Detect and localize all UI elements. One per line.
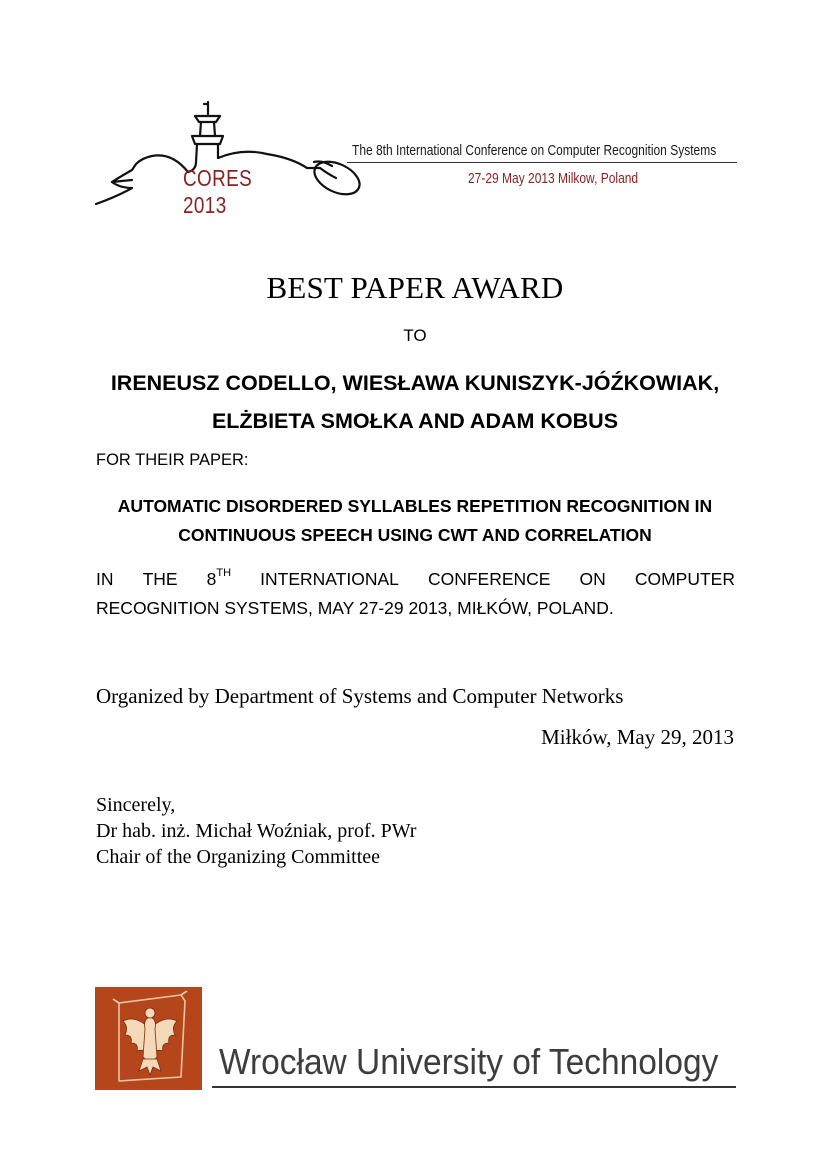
authors xyxy=(60,364,770,440)
eagle-icon xyxy=(95,987,202,1090)
closing: Sincerely, xyxy=(96,794,176,816)
word-international: INTERNATIONAL xyxy=(260,569,399,589)
word-computer: COMPUTER xyxy=(634,569,735,589)
paper-title xyxy=(60,492,770,550)
paper-title-line-2: CONTINUOUS SPEECH USING CWT AND CORRELATION xyxy=(178,525,652,545)
word-on: ON xyxy=(579,569,606,589)
conference-statement xyxy=(96,565,735,623)
cores-logo-text: CORES 2013 xyxy=(183,165,253,218)
conference-statement-line-1 xyxy=(96,565,735,594)
conference-dates: 27-29 May 2013 Milkow, Poland xyxy=(468,170,639,187)
signatory-name: Dr hab. inż. Michał Woźniak, prof. PWr xyxy=(96,820,417,842)
ordinal-number: 8 xyxy=(206,569,217,589)
footer-divider xyxy=(212,1086,736,1088)
word-the: THE xyxy=(142,569,178,589)
ordinal-suffix: TH xyxy=(216,567,232,579)
place-and-date: Miłków, May 29, 2013 xyxy=(541,725,734,749)
header-divider xyxy=(347,162,737,163)
word-conference: CONFERENCE xyxy=(427,569,551,589)
authors-line-2: ELŻBIETA SMOŁKA AND ADAM KOBUS xyxy=(211,409,619,433)
ordinal-8th xyxy=(207,565,231,594)
to-label: TO xyxy=(403,326,427,345)
authors-line-1: IRENEUSZ CODELLO, WIESŁAWA KUNISZYK-JÓŹKOWIAK, xyxy=(110,371,720,395)
university-emblem xyxy=(95,987,202,1090)
conference-title: The 8th International Conference on Computer Recognition Systems xyxy=(352,142,717,159)
organized-by: Organized by Department of Systems and Computer Networks xyxy=(96,684,624,708)
for-their-paper-label: FOR THEIR PAPER: xyxy=(96,451,249,469)
word-in: IN xyxy=(96,569,114,589)
university-name: Wrocław University of Technology xyxy=(219,1041,719,1082)
signature-block xyxy=(96,792,416,870)
conference-statement-line-2: RECOGNITION SYSTEMS, MAY 27-29 2013, MIŁKÓW, POLAND. xyxy=(96,598,614,618)
paper-title-line-1: AUTOMATIC DISORDERED SYLLABLES REPETITION RECOGNITION IN xyxy=(117,496,713,516)
award-title: BEST PAPER AWARD xyxy=(266,270,564,305)
signatory-role: Chair of the Organizing Committee xyxy=(96,846,381,868)
